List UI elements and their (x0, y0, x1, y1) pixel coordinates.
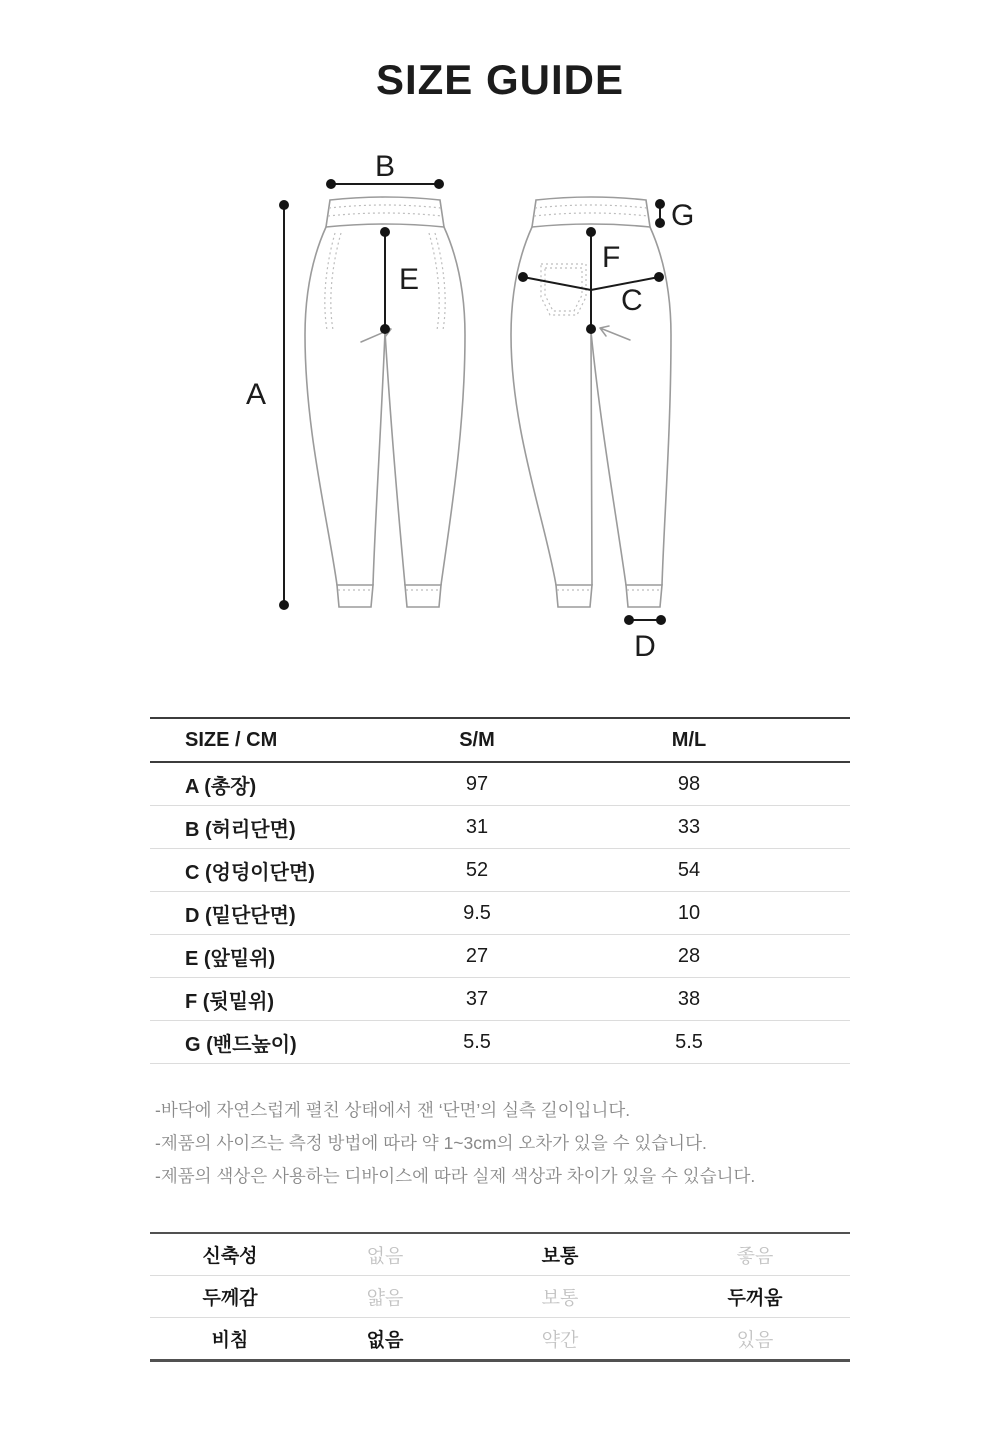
row-spacer (794, 935, 850, 978)
front-left-inseam (373, 332, 385, 585)
size-value-sm: 31 (370, 806, 584, 849)
attribute-label: 두께감 (150, 1276, 310, 1318)
row-spacer (794, 806, 850, 849)
measure-dot (434, 179, 444, 189)
page-title: SIZE GUIDE (375, 56, 625, 103)
measure-dot (654, 272, 664, 282)
size-value-sm: 5.5 (370, 1021, 584, 1064)
size-row-label: C (엉덩이단면) (150, 849, 370, 892)
size-row-label: D (밑단단면) (150, 892, 370, 935)
front-left-pocket (325, 233, 335, 330)
row-spacer (794, 849, 850, 892)
measure-label-b: B (374, 150, 396, 183)
attribute-row (150, 1318, 850, 1361)
back-left-outseam (511, 227, 556, 585)
front-right-cuff (405, 585, 441, 607)
front-waistband-stitch (329, 205, 441, 208)
back-waistband-stitch (534, 213, 648, 216)
back-pocket (541, 264, 586, 315)
measure-dot (279, 600, 289, 610)
size-table-header-label: SIZE / CM (150, 718, 370, 762)
size-value-sm: 97 (370, 762, 584, 806)
measure-label-a: A (245, 378, 267, 411)
size-value-ml: 5.5 (584, 1021, 794, 1064)
attribute-row (150, 1276, 850, 1318)
size-table-header-ml: M/L (584, 718, 794, 762)
back-pocket-inner-stitch (545, 268, 582, 311)
measurement-annotations (246, 150, 694, 663)
measure-label-g: G (671, 199, 695, 232)
attribute-option: 있음 (660, 1318, 850, 1361)
front-right-inseam (385, 332, 405, 585)
measure-dot (380, 324, 390, 334)
measure-label-c: C (621, 284, 643, 317)
table-row (150, 849, 850, 892)
size-row-label: G (밴드높이) (150, 1021, 370, 1064)
measure-dot (326, 179, 336, 189)
size-value-ml: 33 (584, 806, 794, 849)
front-right-outseam (441, 227, 465, 585)
note-line: -제품의 사이즈는 측정 방법에 따라 약 1~3cm의 오차가 있을 수 있습니다. (155, 1133, 707, 1153)
attribute-option: 두꺼움 (660, 1276, 850, 1318)
back-left-inseam (591, 332, 592, 585)
size-table-header-spacer (794, 718, 850, 762)
attribute-option: 얇음 (310, 1276, 460, 1318)
measure-dot (655, 199, 665, 209)
table-row (150, 762, 850, 806)
size-row-label: F (뒷밑위) (150, 978, 370, 1021)
note-line: -제품의 색상은 사용하는 디바이스에 따라 실제 색상과 차이가 있을 수 있습니다. (155, 1166, 756, 1186)
row-spacer (794, 978, 850, 1021)
attribute-option: 보통 (460, 1276, 660, 1318)
measure-dot (624, 615, 634, 625)
back-right-inseam (591, 332, 626, 585)
front-waistband-stitch (328, 213, 442, 216)
pants-measurement-diagram (0, 140, 1000, 710)
measure-dot (518, 272, 528, 282)
attribute-label: 비침 (150, 1318, 310, 1361)
table-row (150, 978, 850, 1021)
size-value-ml: 54 (584, 849, 794, 892)
row-spacer (794, 762, 850, 806)
front-left-outseam (305, 227, 337, 585)
measure-label-f: F (602, 241, 621, 274)
attribute-option: 보통 (541, 1246, 579, 1267)
front-right-pocket (435, 233, 445, 330)
measure-dot (380, 227, 390, 237)
table-row (150, 1021, 850, 1064)
attribute-option: 약간 (460, 1318, 660, 1361)
size-value-ml: 28 (584, 935, 794, 978)
size-value-ml: 98 (584, 762, 794, 806)
back-waistband (532, 197, 650, 227)
back-left-cuff (556, 585, 592, 607)
size-diagram-svg (0, 140, 1000, 710)
attribute-label: 신축성 (202, 1246, 258, 1267)
size-row-label: A (총장) (150, 762, 370, 806)
back-right-cuff (626, 585, 662, 607)
measure-dot (655, 218, 665, 228)
size-value-ml: 38 (584, 978, 794, 1021)
table-row (150, 806, 850, 849)
table-row (150, 892, 850, 935)
size-table-header-sm: S/M (370, 718, 584, 762)
back-crotch-arrow (600, 326, 630, 340)
back-waistband-stitch (535, 205, 647, 208)
disclaimer-notes (155, 1094, 915, 1193)
measure-dot (586, 227, 596, 237)
attribute-option: 없음 (366, 1246, 404, 1267)
size-value-sm: 27 (370, 935, 584, 978)
attribute-option: 없음 (310, 1318, 460, 1361)
measure-dot (656, 615, 666, 625)
attribute-row (150, 1233, 850, 1276)
size-row-label: B (허리단면) (150, 806, 370, 849)
size-value-ml: 10 (584, 892, 794, 935)
row-spacer (794, 892, 850, 935)
size-value-sm: 9.5 (370, 892, 584, 935)
measure-dot (586, 324, 596, 334)
measure-dot (279, 200, 289, 210)
measure-label-e: E (399, 263, 420, 296)
attribute-option: 좋음 (736, 1246, 774, 1267)
row-spacer (794, 1021, 850, 1064)
front-waistband (326, 197, 444, 227)
front-left-cuff (337, 585, 373, 607)
note-line: -바닥에 자연스럽게 펼친 상태에서 잰 ‘단면’의 실측 길이입니다. (155, 1100, 631, 1120)
size-table (150, 717, 850, 1064)
front-right-pocket (429, 233, 439, 330)
size-row-label: E (앞밑위) (150, 935, 370, 978)
measure-label-d: D (634, 630, 656, 663)
fabric-attribute-table (150, 1232, 850, 1362)
size-table-header-row (150, 718, 850, 762)
size-value-sm: 52 (370, 849, 584, 892)
table-row (150, 935, 850, 978)
size-value-sm: 37 (370, 978, 584, 1021)
front-left-pocket (331, 233, 341, 330)
